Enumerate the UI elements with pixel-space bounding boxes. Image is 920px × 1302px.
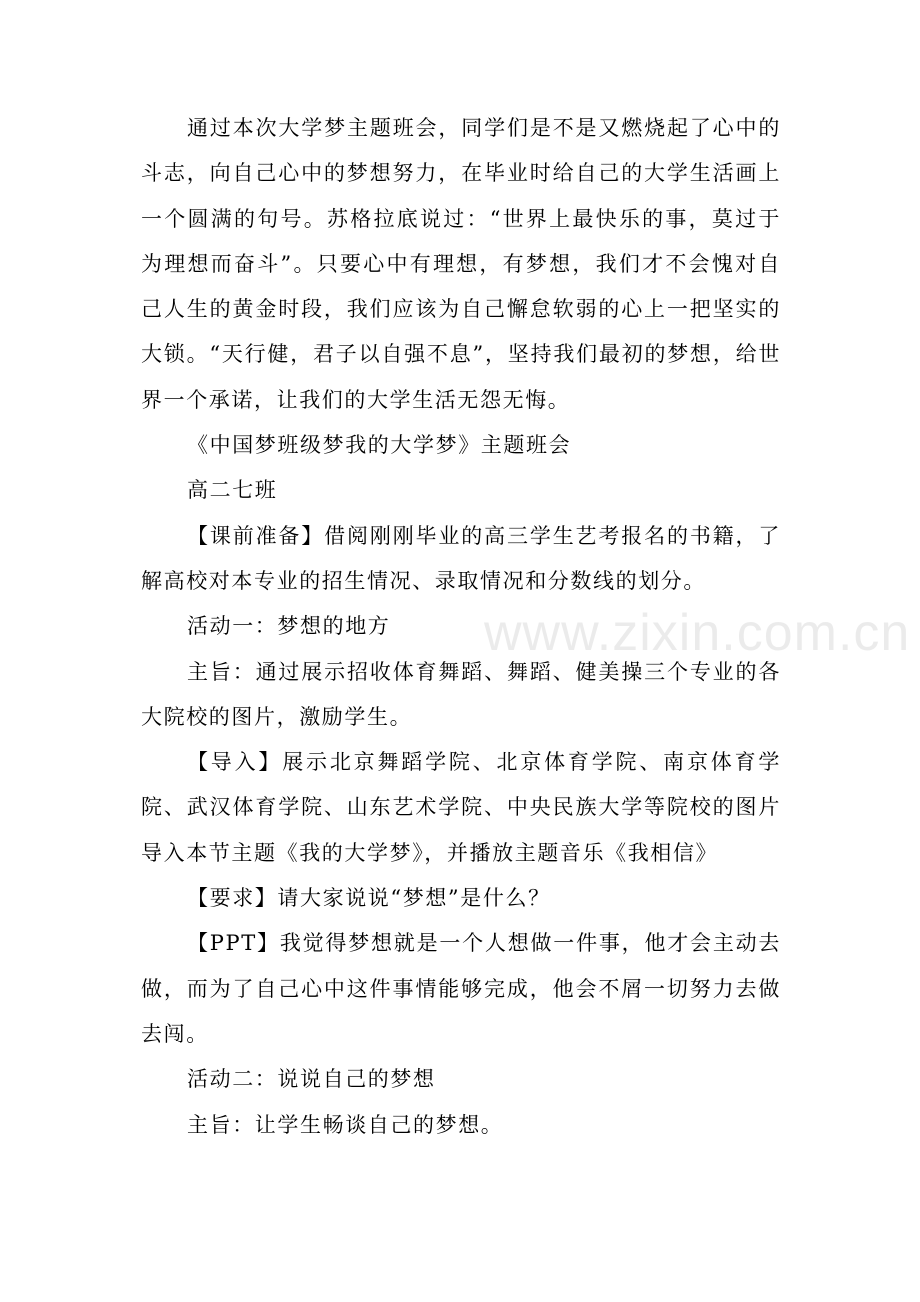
- preparation-paragraph: 【课前准备】借阅刚刚毕业的高三学生艺考报名的书籍，了解高校对本专业的招生情况、录取情况和分数线的划分。: [141, 523, 781, 593]
- activity-one-purpose: 主旨：通过展示招收体育舞蹈、舞蹈、健美操三个专业的各大院校的图片，激励学生。: [141, 659, 781, 729]
- introduction-paragraph: 【导入】展示北京舞蹈学院、北京体育学院、南京体育学院、武汉体育学院、山东艺术学院、中央民族大学等院校的图片导入本节主题《我的大学梦》，并播放主题音乐《我相信》: [141, 750, 781, 865]
- watermark: www.zixin.com.cn: [484, 604, 911, 662]
- activity-one-heading: 活动一：梦想的地方: [187, 614, 391, 639]
- requirement-paragraph: 【要求】请大家说说“梦想”是什么？: [187, 886, 551, 911]
- ppt-paragraph: 【PPT】我觉得梦想就是一个人想做一件事，他才会主动去做，而为了自己心中这件事情能够完成，他会不屑一切努力去做去闯。: [141, 931, 781, 1046]
- class-name: 高二七班: [187, 478, 278, 503]
- activity-two-heading: 活动二：说说自己的梦想: [187, 1067, 436, 1092]
- activity-two-purpose: 主旨：让学生畅谈自己的梦想。: [187, 1112, 504, 1137]
- section-title: 《中国梦班级梦我的大学梦》主题班会: [187, 433, 572, 458]
- closing-paragraph: 通过本次大学梦主题班会，同学们是不是又燃烧起了心中的斗志，向自己心中的梦想努力，在毕业时给自己的大学生活画上一个圆满的句号。苏格拉底说过：“世界上最快乐的事，莫过于为理想而奋斗”。只要心中有理想，有梦想，我们才不会愧对自己人生的黄金时段，我们应该为自己懈怠软弱的心上一把坚实的大锁。“天行健，君子以自强不息”，坚持我们最初的梦想，给世界一个承诺，让我们的大学生活无怨无悔。: [141, 116, 781, 412]
- document-body: [141, 106, 781, 1148]
